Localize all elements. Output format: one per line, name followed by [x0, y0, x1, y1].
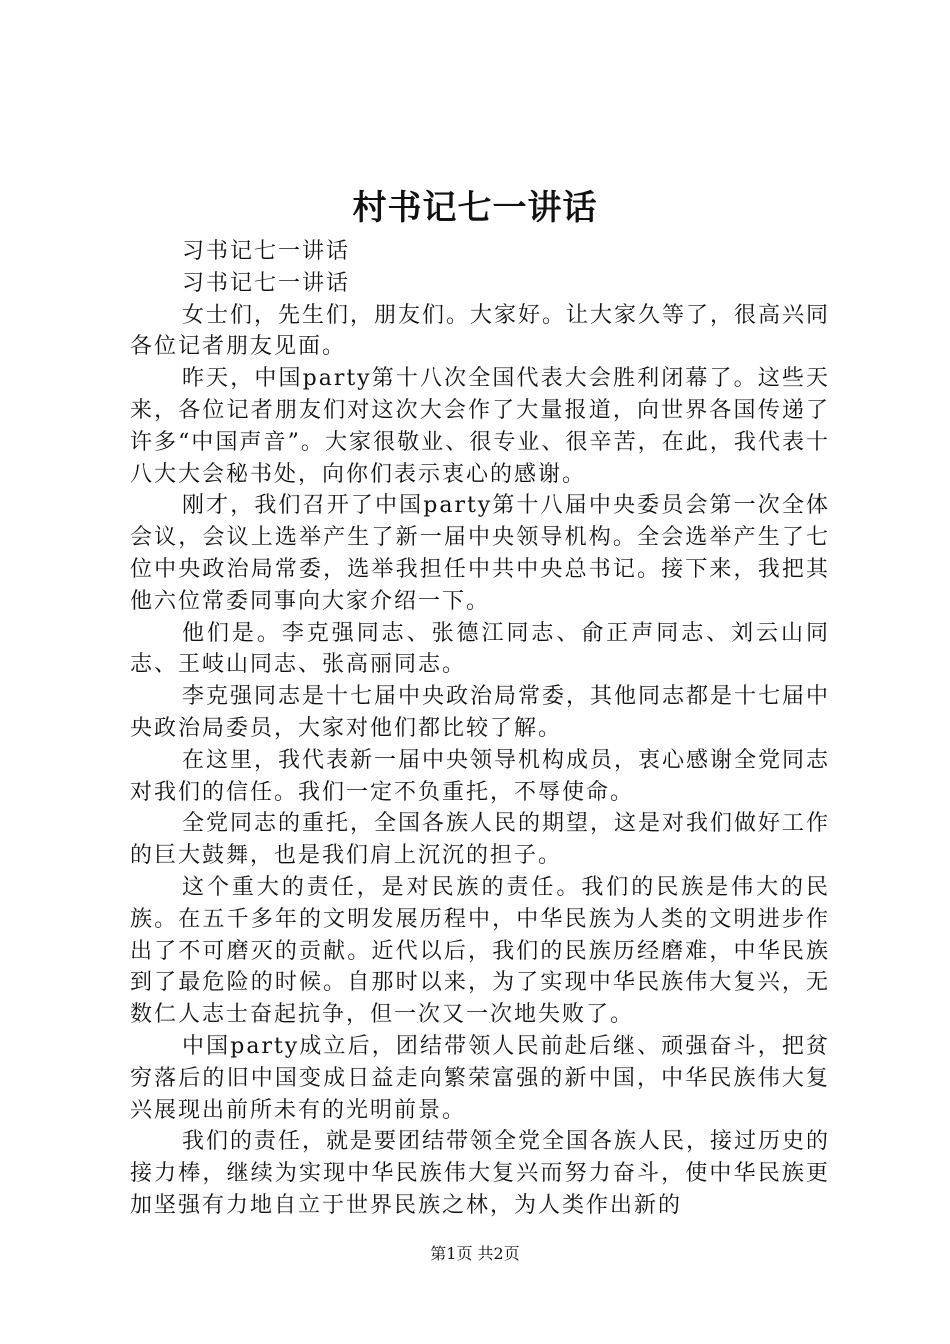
paragraph: 全党同志的重托，全国各族人民的期望，这是对我们做好工作的巨大鼓舞，也是我们肩上沉沉的担子。 — [130, 811, 831, 869]
paragraph: 他们是。李克强同志、张德江同志、俞正声同志、刘云山同志、王岐山同志、张高丽同志。 — [130, 620, 830, 678]
paragraph: 中国party成立后，团结带领人民前赴后继、顽强奋斗，把贫穷落后的旧中国变成日益走向繁荣富强的新中国，中华民族伟大复兴展现出前所未有的光明前景。 — [130, 1033, 830, 1123]
paragraph: 我们的责任，就是要团结带领全党全国各族人民，接过历史的接力棒，继续为实现中华民族伟大复兴而努力奋斗，使中华民族更加坚强有力地自立于世界民族之林，为人类作出新的 — [130, 1129, 831, 1218]
paragraph: 女士们，先生们，朋友们。大家好。让大家久等了，很高兴同各位记者朋友见面。 — [130, 302, 831, 360]
document-body — [130, 236, 830, 1222]
paragraph: 刚才，我们召开了中国party第十八届中央委员会第一次全体会议，会议上选举产生了新一届中央领导机构。全会选举产生了七位中央政治局常委，选举我担任中共中央总书记。接下来，我把其他六位常委同事向大家介绍一下。 — [130, 493, 830, 614]
paragraph: 昨天，中国party第十八次全国代表大会胜利闭幕了。这些天来，各位记者朋友们对这次大会作了大量报道，向世界各国传递了许多“中国声音”。大家很敬业、很专业、很辛苦，在此，我代表十八大大会秘书处，向你们表示衷心的感谢。 — [130, 366, 830, 487]
paragraph: 李克强同志是十七届中央政治局常委，其他同志都是十七届中央政治局委员，大家对他们都比较了解。 — [130, 684, 831, 741]
paragraph: 习书记七一讲话 — [182, 239, 351, 264]
paragraph: 习书记七一讲话 — [182, 270, 351, 296]
page-footer: 第1页 共2页 — [430, 1244, 520, 1263]
document-title: 村书记七一讲话 — [352, 188, 598, 228]
paragraph: 在这里，我代表新一届中央领导机构成员，衷心感谢全党同志对我们的信任。我们一定不负重托，不辱使命。 — [130, 747, 831, 805]
paragraph: 这个重大的责任，是对民族的责任。我们的民族是伟大的民族。在五千多年的文明发展历程中，中华民族为人类的文明进步作出了不可磨灭的贡献。近代以后，我们的民族历经磨难，中华民族到了最危险的时候。自那时以来，为了实现中华民族伟大复兴，无数仁人志士奋起抗争，但一次又一次地失败了。 — [130, 874, 830, 1028]
